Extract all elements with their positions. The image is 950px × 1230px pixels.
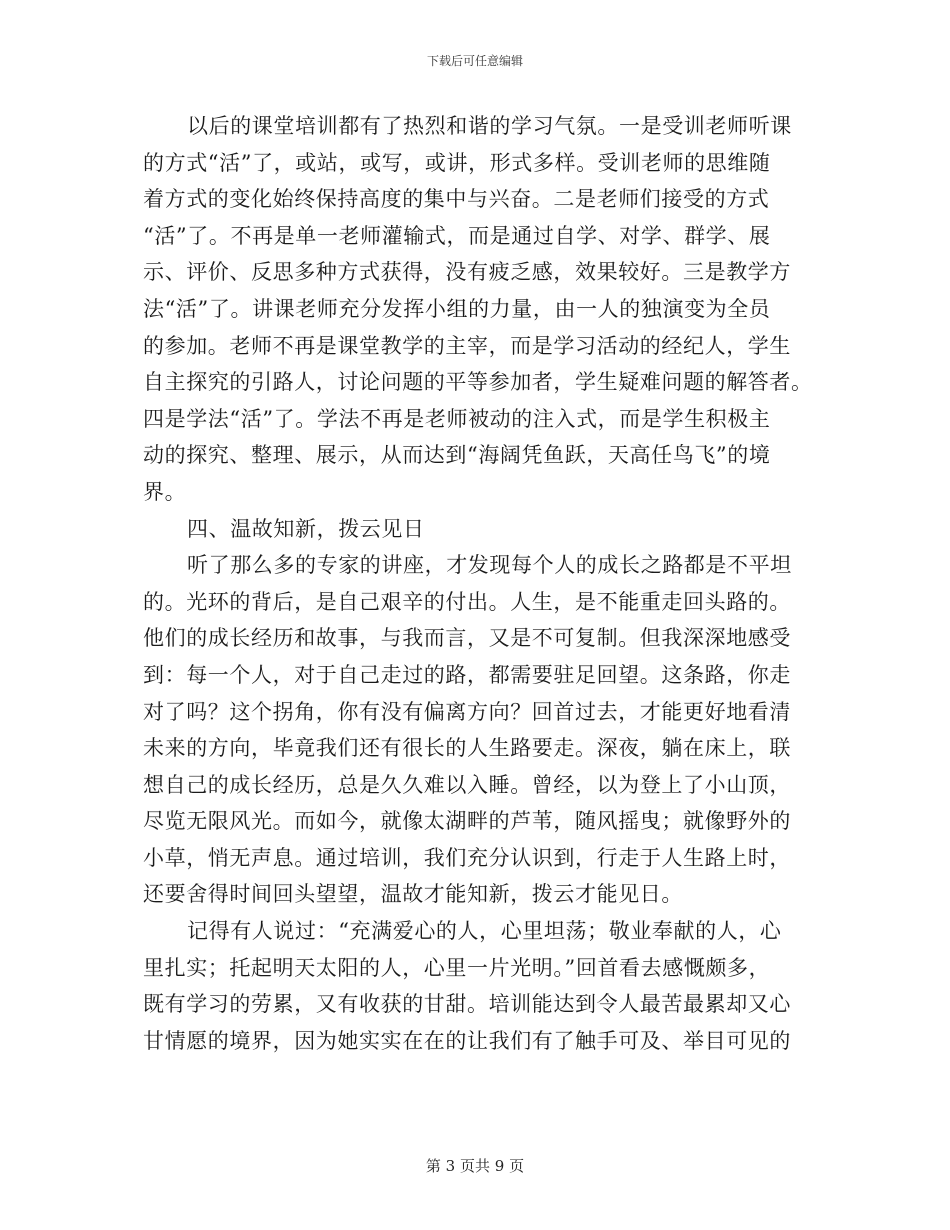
text-line: 动的探究、整理、展示，从而达到“海阔凭鱼跃，天高任鸟飞”的境 xyxy=(143,443,771,468)
text-line: 界。 xyxy=(143,479,187,504)
text-line: 自主探究的引路人，讨论问题的平等参加者，学生疑难问题的解答者。 xyxy=(143,370,813,395)
text-line: 对了吗？这个拐角，你有没有偏离方向？回首过去，才能更好地看清 xyxy=(143,699,791,724)
document-body xyxy=(143,108,813,1059)
text-line: 想自己的成长经历，总是久久难以入睡。曾经，以为登上了小山顶， xyxy=(143,772,791,797)
text-line: 尽览无限风光。而如今，就像太湖畔的芦苇，随风摇曳；就像野外的 xyxy=(143,809,791,834)
text-line: 他们的成长经历和故事，与我而言，又是不可复制。但我深深地感受 xyxy=(143,626,791,651)
paragraph-growth-path xyxy=(143,547,813,913)
text-line: 听了那么多的专家的讲座，才发现每个人的成长之路都是不平坦 xyxy=(187,553,792,578)
paragraph-classroom-atmosphere xyxy=(143,108,813,511)
text-line: 到：每一个人，对于自己走过的路，都需要驻足回望。这条路，你走 xyxy=(143,662,791,687)
text-line: 既有学习的劳累，又有收获的甘甜。培训能达到令人最苦最累却又心 xyxy=(143,992,791,1017)
text-line: 的参加。老师不再是课堂教学的主宰，而是学习活动的经纪人，学生 xyxy=(143,333,791,358)
text-line: 记得有人说过：“充满爱心的人，心里坦荡；敬业奉献的人，心 xyxy=(187,919,782,944)
paragraph-quote xyxy=(143,913,813,1059)
text-line: 以后的课堂培训都有了热烈和谐的学习气氛。一是受训老师听课 xyxy=(187,114,792,138)
section-heading-text: 四、温故知新，拨云见日 xyxy=(187,516,425,541)
section-heading xyxy=(143,511,813,548)
text-line: 小草，悄无声息。通过培训，我们充分认识到，行走于人生路上时， xyxy=(143,845,791,870)
text-line: 示、评价、反思多种方式获得，没有疲乏感，效果较好。三是教学方 xyxy=(143,260,791,285)
text-line: 着方式的变化始终保持高度的集中与兴奋。二是老师们接受的方式 xyxy=(143,187,770,212)
text-line: 的方式“活”了，或站，或写，或讲，形式多样。受训老师的思维随 xyxy=(143,150,771,175)
text-line: “活”了。不再是单一老师灌输式，而是通过自学、对学、群学、展 xyxy=(143,223,771,248)
text-line: 还要舍得时间回头望望，温故才能知新，拨云才能见日。 xyxy=(143,882,683,907)
text-line: 法“活”了。讲课老师充分发挥小组的力量，由一人的独演变为全员 xyxy=(143,296,771,321)
page-number: 第 3 页共 9 页 xyxy=(425,1157,525,1175)
text-line: 甘情愿的境界，因为她实实在在的让我们有了触手可及、举目可见的 xyxy=(143,1028,791,1053)
text-line: 未来的方向，毕竟我们还有很长的人生路要走。深夜，躺在床上，联 xyxy=(143,736,791,761)
text-line: 里扎实；托起明天太阳的人，心里一片光明。”回首看去感慨颇多， xyxy=(143,955,771,980)
page-header: 下载后可任意编辑 xyxy=(426,54,523,68)
text-line: 四是学法“活”了。学法不再是老师被动的注入式，而是学生积极主 xyxy=(143,406,771,431)
text-line: 的。光环的背后，是自己艰辛的付出。人生，是不能重走回头路的。 xyxy=(143,589,791,614)
